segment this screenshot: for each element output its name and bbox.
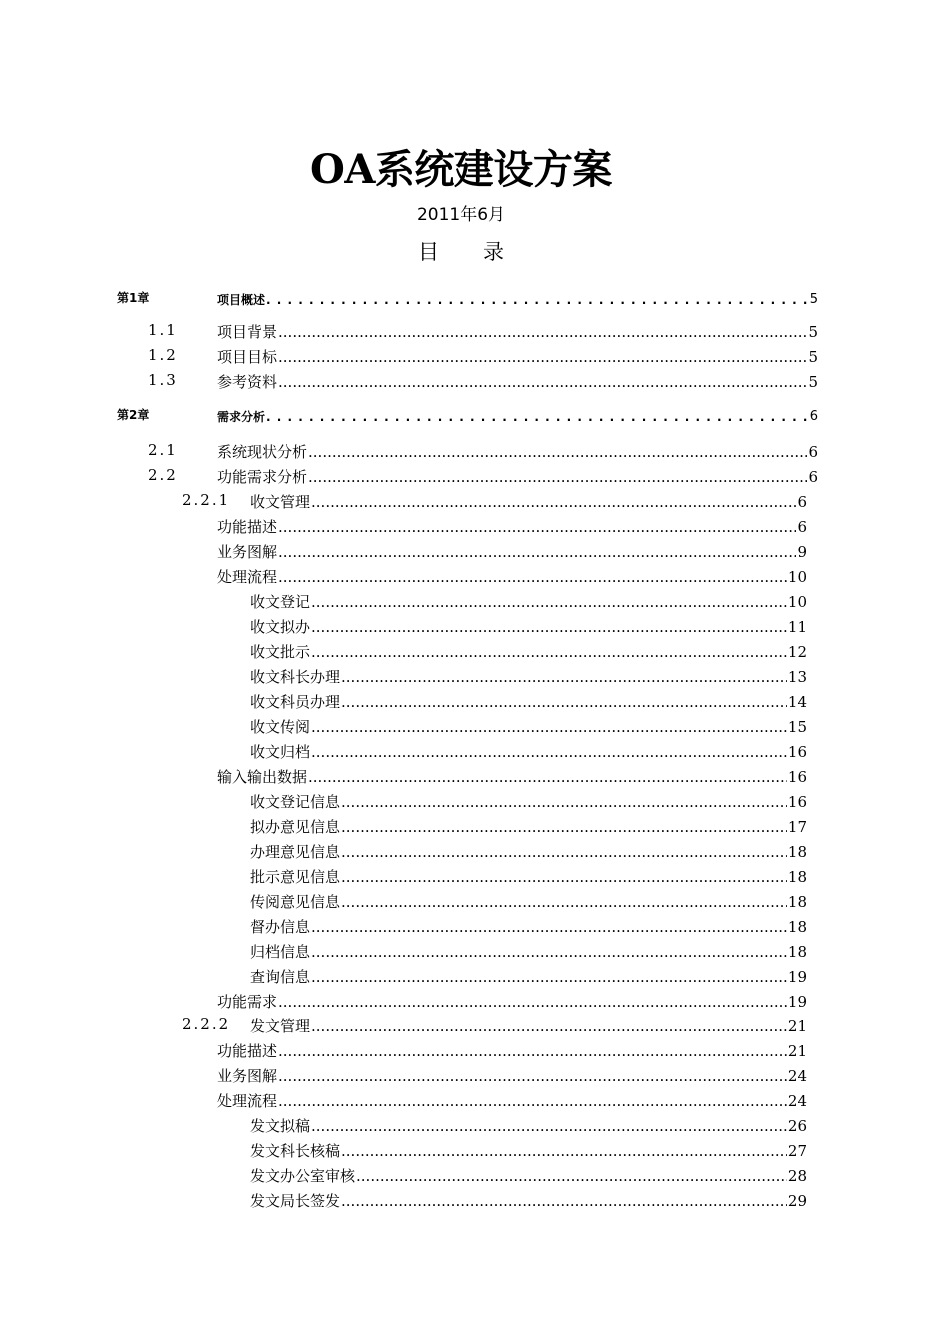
toc-entry[interactable] (217, 1089, 807, 1111)
toc-entry[interactable] (250, 1114, 807, 1136)
toc-entry[interactable] (148, 370, 818, 392)
toc-dot-leader (278, 347, 807, 367)
toc-entry-label: 项目目标 (217, 348, 278, 366)
toc-dot-leader (356, 1166, 787, 1186)
toc-entry[interactable] (117, 405, 818, 427)
toc-entry-page-number: 16 (787, 793, 807, 811)
toc-entry-label: 发文办公室审核 (250, 1167, 356, 1185)
toc-entry-page-number: 15 (787, 718, 807, 736)
toc-entry-number: 第2章 (117, 408, 150, 422)
toc-entry[interactable] (250, 740, 807, 762)
toc-entry-label: 收文科长办理 (250, 668, 341, 686)
toc-entry-label: 传阅意见信息 (250, 893, 341, 911)
toc-dot-leader (311, 1116, 787, 1136)
toc-dot-leader (266, 290, 809, 310)
toc-entry-page-number: 10 (787, 593, 807, 611)
toc-dot-leader (341, 692, 787, 712)
toc-entry-label: 收文科员办理 (250, 693, 341, 711)
toc-entry-page-number: 5 (809, 292, 818, 307)
toc-entry-page-number: 14 (787, 693, 807, 711)
toc-entry-label: 项目概述 (217, 293, 266, 307)
toc-dot-leader (311, 917, 787, 937)
toc-dot-leader (278, 517, 796, 537)
toc-entry-page-number: 6 (797, 493, 807, 511)
toc-entry[interactable] (217, 515, 807, 537)
toc-dot-leader (308, 467, 807, 487)
toc-entry-label: 收文批示 (250, 643, 311, 661)
toc-dot-leader (311, 592, 787, 612)
toc-dot-leader (311, 1016, 787, 1036)
toc-entry-label: 收文登记信息 (250, 793, 341, 811)
toc-entry-page-number: 5 (808, 348, 818, 366)
toc-entry-label: 业务图解 (217, 1067, 278, 1085)
toc-entry-number: 1.2 (148, 346, 178, 364)
toc-dot-leader (278, 542, 796, 562)
toc-entry-page-number: 5 (808, 323, 818, 341)
toc-dot-leader (341, 867, 787, 887)
toc-dot-leader (278, 1066, 787, 1086)
toc-entry-label: 收文登记 (250, 593, 311, 611)
toc-dot-leader (341, 842, 787, 862)
toc-entry-page-number: 26 (787, 1117, 807, 1135)
toc-entry-label: 输入输出数据 (217, 768, 308, 786)
toc-entry[interactable] (148, 345, 818, 367)
toc-entry[interactable] (250, 840, 807, 862)
toc-dot-leader (311, 942, 787, 962)
toc-dot-leader (341, 1141, 787, 1161)
toc-entry-label: 办理意见信息 (250, 843, 341, 861)
toc-entry-page-number: 13 (787, 668, 807, 686)
toc-dot-leader (266, 407, 809, 427)
toc-entry-page-number: 5 (808, 373, 818, 391)
toc-entry[interactable] (250, 1139, 807, 1161)
toc-entry[interactable] (117, 288, 818, 310)
toc-dot-leader (278, 567, 787, 587)
toc-entry-page-number: 29 (787, 1192, 807, 1210)
toc-dot-leader (308, 442, 807, 462)
toc-entry-page-number: 21 (787, 1042, 807, 1060)
toc-dot-leader (278, 1091, 787, 1111)
toc-entry[interactable] (250, 965, 807, 987)
toc-entry-page-number: 11 (787, 618, 807, 636)
toc-entry-label: 发文科长核稿 (250, 1142, 341, 1160)
toc-dot-leader (341, 1191, 787, 1211)
toc-dot-leader (341, 792, 787, 812)
toc-entry[interactable] (250, 640, 807, 662)
toc-entry[interactable] (250, 715, 807, 737)
toc-entry-number: 2.2 (148, 466, 178, 484)
toc-entry-page-number: 18 (787, 868, 807, 886)
toc-entry-label: 收文传阅 (250, 718, 311, 736)
toc-entry[interactable] (250, 890, 807, 912)
toc-entry[interactable] (217, 990, 807, 1012)
toc-entry-number: 2.2.2 (182, 1015, 231, 1033)
toc-entry-number: 2.1 (148, 441, 178, 459)
toc-entry[interactable] (148, 465, 818, 487)
toc-dot-leader (311, 642, 787, 662)
toc-dot-leader (311, 617, 787, 637)
toc-entry-label: 收文归档 (250, 743, 311, 761)
toc-entry[interactable] (250, 590, 807, 612)
toc-entry[interactable] (217, 565, 807, 587)
toc-dot-leader (341, 817, 787, 837)
toc-entry-label: 需求分析 (217, 410, 266, 424)
toc-entry-label: 归档信息 (250, 943, 311, 961)
toc-entry-label: 功能描述 (217, 1042, 278, 1060)
toc-entry-label: 查询信息 (250, 968, 311, 986)
toc-entry[interactable] (148, 320, 818, 342)
toc-entry-page-number: 19 (787, 968, 807, 986)
toc-entry[interactable] (182, 490, 807, 512)
toc-dot-leader (341, 892, 787, 912)
toc-entry-number: 第1章 (117, 291, 150, 305)
toc-entry-page-number: 27 (787, 1142, 807, 1160)
toc-entry-label: 督办信息 (250, 918, 311, 936)
toc-entry-page-number: 12 (787, 643, 807, 661)
toc-entry[interactable] (250, 915, 807, 937)
toc-dot-leader (278, 1041, 787, 1061)
toc-entry-label: 发文拟稿 (250, 1117, 311, 1135)
toc-entry[interactable] (217, 540, 807, 562)
toc-entry-label: 功能需求 (217, 993, 278, 1011)
toc-entry[interactable] (250, 690, 807, 712)
toc-entry-label: 参考资料 (217, 373, 278, 391)
toc-entry-page-number: 18 (787, 918, 807, 936)
document-date: 2011年6月 (416, 205, 506, 225)
toc-dot-leader (341, 667, 787, 687)
toc-dot-leader (278, 992, 787, 1012)
toc-entry[interactable] (182, 1014, 807, 1036)
toc-entry-page-number: 9 (797, 543, 807, 561)
toc-entry[interactable] (250, 1189, 807, 1211)
toc-entry-label: 功能描述 (217, 518, 278, 536)
toc-entry-page-number: 24 (787, 1067, 807, 1085)
toc-dot-leader (311, 967, 787, 987)
toc-entry-label: 项目背景 (217, 323, 278, 341)
toc-entry-number: 2.2.1 (182, 491, 231, 509)
toc-entry-label: 业务图解 (217, 543, 278, 561)
toc-entry-page-number: 6 (809, 409, 818, 424)
toc-entry-page-number: 18 (787, 893, 807, 911)
toc-entry-number: 1.1 (148, 321, 178, 339)
toc-entry-label: 系统现状分析 (217, 443, 308, 461)
toc-entry-page-number: 16 (787, 768, 807, 786)
toc-entry-page-number: 19 (787, 993, 807, 1011)
toc-entry-page-number: 18 (787, 843, 807, 861)
toc-entry[interactable] (217, 1039, 807, 1061)
toc-entry[interactable] (250, 865, 807, 887)
toc-entry-page-number: 10 (787, 568, 807, 586)
toc-entry-label: 处理流程 (217, 1092, 278, 1110)
toc-entry-label: 拟办意见信息 (250, 818, 341, 836)
toc-dot-leader (278, 372, 807, 392)
toc-entry-label: 收文管理 (250, 493, 311, 511)
toc-dot-leader (311, 717, 787, 737)
toc-entry[interactable] (217, 1064, 807, 1086)
toc-entry-page-number: 21 (787, 1017, 807, 1035)
toc-entry[interactable] (250, 665, 807, 687)
toc-entry[interactable] (250, 940, 807, 962)
toc-entry-page-number: 24 (787, 1092, 807, 1110)
toc-entry-label: 收文拟办 (250, 618, 311, 636)
toc-entry-number: 1.3 (148, 371, 178, 389)
toc-dot-leader (308, 767, 787, 787)
toc-entry-page-number: 16 (787, 743, 807, 761)
toc-entry-page-number: 28 (787, 1167, 807, 1185)
toc-entry-page-number: 6 (808, 468, 818, 486)
toc-entry-page-number: 18 (787, 943, 807, 961)
toc-entry[interactable] (250, 815, 807, 837)
toc-entry[interactable] (250, 1164, 807, 1186)
toc-dot-leader (311, 492, 796, 512)
toc-entry[interactable] (217, 765, 807, 787)
toc-entry[interactable] (148, 440, 818, 462)
toc-entry-label: 发文局长签发 (250, 1192, 341, 1210)
toc-entry-label: 批示意见信息 (250, 868, 341, 886)
toc-entry[interactable] (250, 790, 807, 812)
toc-entry-page-number: 6 (797, 518, 807, 536)
toc-dot-leader (311, 742, 787, 762)
toc-entry-page-number: 17 (787, 818, 807, 836)
document-title: OA系统建设方案 (310, 146, 612, 193)
toc-entry-page-number: 6 (808, 443, 818, 461)
toc-heading: 目录 (418, 240, 548, 264)
toc-entry[interactable] (250, 615, 807, 637)
toc-entry-label: 功能需求分析 (217, 468, 308, 486)
toc-entry-label: 发文管理 (250, 1017, 311, 1035)
toc-entry-label: 处理流程 (217, 568, 278, 586)
toc-dot-leader (278, 322, 807, 342)
